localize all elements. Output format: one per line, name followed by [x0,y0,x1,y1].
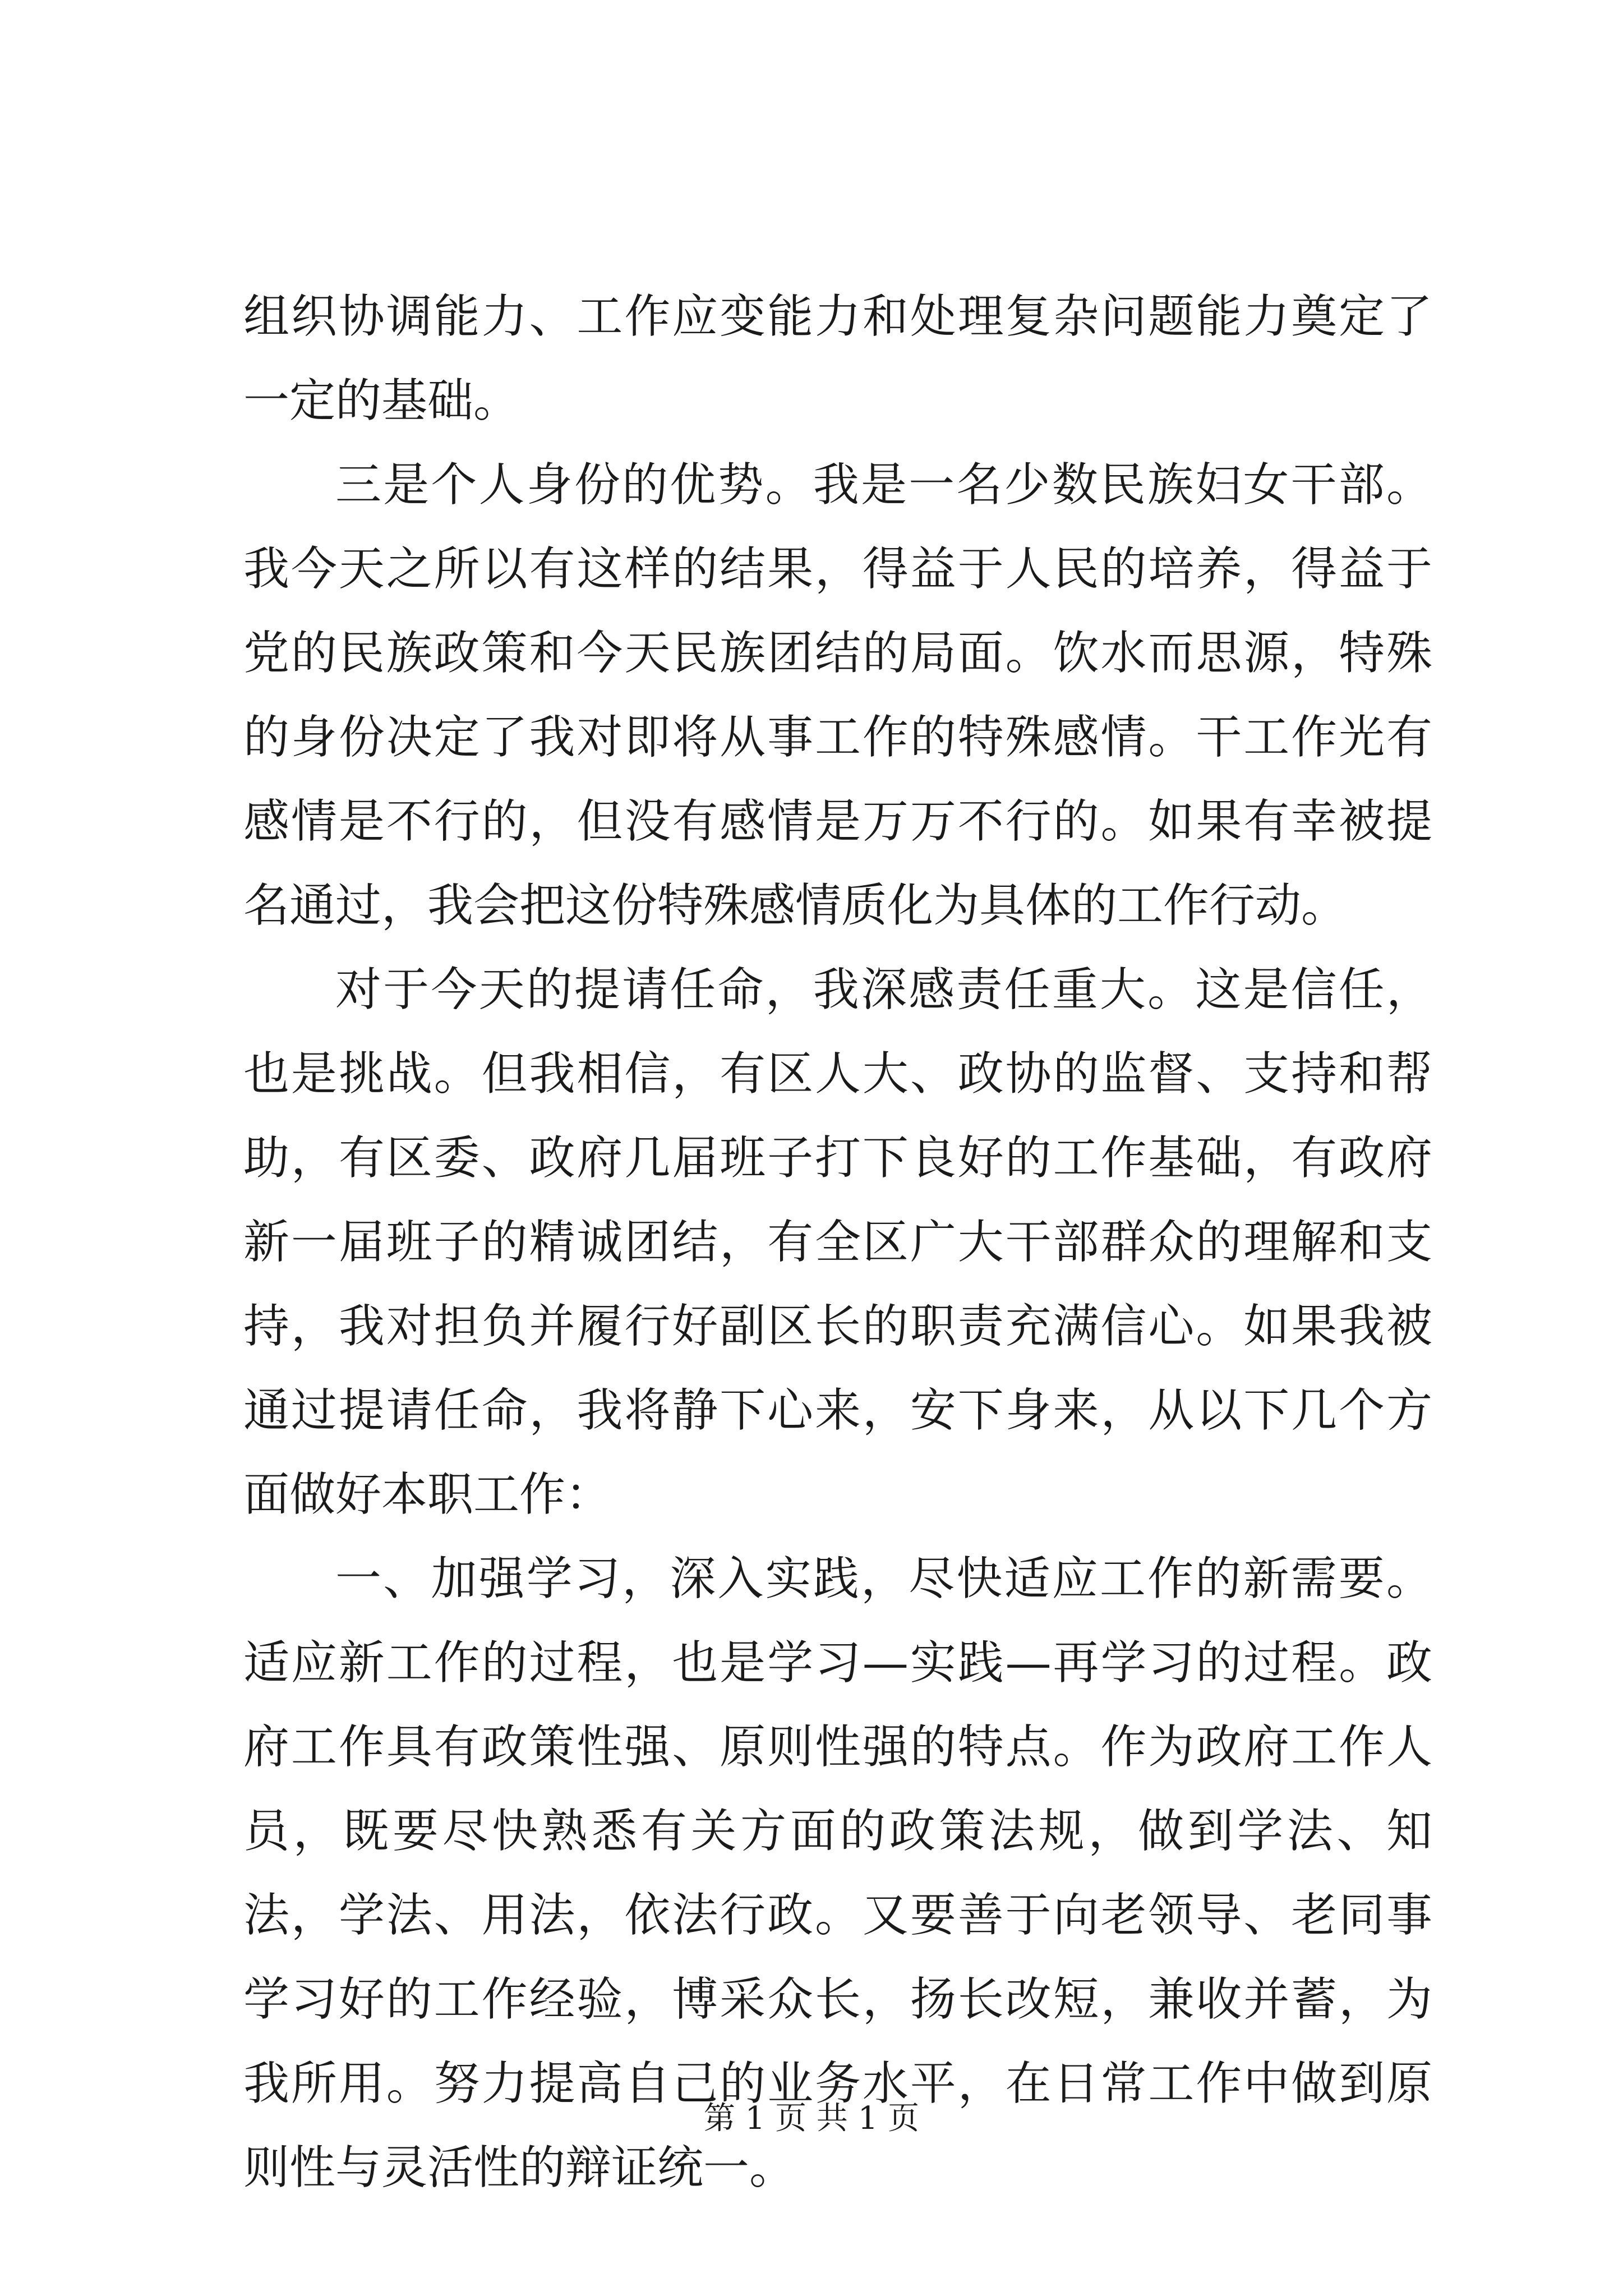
paragraph-continuation: 组织协调能力、工作应变能力和处理复杂问题能力奠定了一定的基础。 [243,290,1432,427]
paragraph-strengthen-learning: 一、加强学习，深入实践，尽快适应工作的新需要。适应新工作的过程，也是学习—实践—再学习的过程。政府工作具有政策性强、原则性强的特点。作为政府工作人员，既要尽快熟悉有关方面的政策法规，做到学法、知法，学法、用法，依法行政。又要善于向老领导、老同事学习好的工作经验，博采众长，扬长改短，兼收并蓄，为我所用。努力提高自己的业务水平，在日常工作中做到原则性与灵活性的辩证统一。 [243,1552,1432,2194]
paragraph-identity-advantage: 三是个人身份的优势。我是一名少数民族妇女干部。我今天之所以有这样的结果，得益于人民的培养，得益于党的民族政策和今天民族团结的局面。饮水而思源，特殊的身份决定了我对即将从事工作的特殊感情。干工作光有感情是不行的，但没有感情是万万不行的。如果有幸被提名通过，我会把这份特殊感情质化为具体的工作行动。 [243,458,1432,932]
paragraph-appointment-responsibility: 对于今天的提请任命，我深感责任重大。这是信任，也是挑战。但我相信，有区人大、政协的监督、支持和帮助，有区委、政府几届班子打下良好的工作基础，有政府新一届班子的精诚团结，有全区广大干部群众的理解和支持，我对担负并履行好副区长的职责充满信心。如果我被通过提请任命，我将静下心来，安下身来，从以下几个方面做好本职工作： [243,963,1432,1521]
document-body [243,275,1432,2210]
page-number-footer: 第 1 页 共 1 页 [703,2100,920,2137]
